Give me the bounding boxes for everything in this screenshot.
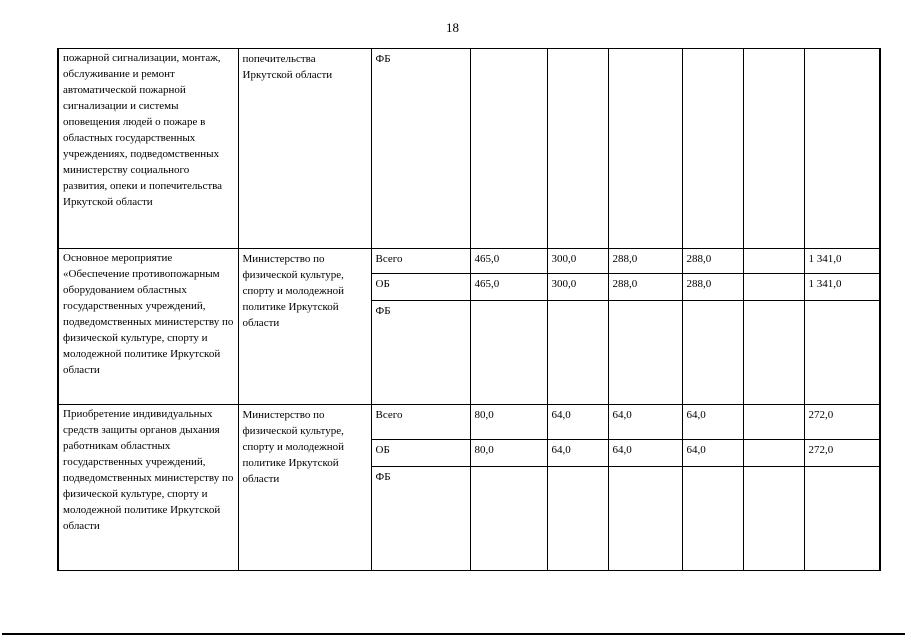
funding-source-cell: ФБ: [371, 49, 470, 249]
value-cell: 64,0: [608, 440, 682, 467]
executor-cell: Министерство по физической культуре, спорту и молодежной политике Иркутской области: [238, 249, 371, 405]
value-cell: [743, 249, 804, 274]
value-cell: 64,0: [682, 440, 743, 467]
funding-source-cell: ФБ: [371, 301, 470, 405]
value-cell: [682, 49, 743, 249]
total-cell: 272,0: [804, 440, 880, 467]
value-cell: 64,0: [608, 405, 682, 440]
funding-source-cell: ОБ: [371, 274, 470, 301]
value-cell: [608, 301, 682, 405]
value-cell: 64,0: [547, 405, 608, 440]
total-cell: [804, 49, 880, 249]
funding-source-cell: ОБ: [371, 440, 470, 467]
activity-cell: Приобретение индивидуальных средств защиты органов дыхания работникам областных государственных учреждений, подведомственных министерству по физической культуре, спорту и молодежной политике Иркутской области: [58, 405, 238, 571]
funding-source-cell: ФБ: [371, 467, 470, 571]
table-row: [58, 49, 880, 249]
value-cell: [470, 49, 547, 249]
value-cell: 64,0: [682, 405, 743, 440]
value-cell: 288,0: [682, 249, 743, 274]
funding-source-cell: Всего: [371, 249, 470, 274]
value-cell: 465,0: [470, 274, 547, 301]
value-cell: [547, 301, 608, 405]
activity-cell: Основное мероприятие «Обеспечение противопожарным оборудованием областных государственных учреждений, подведомственных министерству по физической культуре, спорту и молодежной политике Иркутской области: [58, 249, 238, 405]
activity-cell: пожарной сигнализации, монтаж, обслуживание и ремонт автоматической пожарной сигнализации и системы оповещения людей о пожаре в областных государственных учреждениях, подведомственных министерству социального развития, опеки и попечительства Иркутской области: [58, 49, 238, 249]
total-cell: 272,0: [804, 405, 880, 440]
total-cell: 1 341,0: [804, 249, 880, 274]
executor-cell: попечительства Иркутской области: [238, 49, 371, 249]
funding-table: [57, 48, 881, 571]
table-row: [58, 249, 880, 274]
value-cell: [608, 49, 682, 249]
total-cell: [804, 301, 880, 405]
total-cell: [804, 467, 880, 571]
value-cell: 64,0: [547, 440, 608, 467]
value-cell: [743, 301, 804, 405]
value-cell: [743, 440, 804, 467]
value-cell: [682, 301, 743, 405]
value-cell: [743, 467, 804, 571]
value-cell: 300,0: [547, 249, 608, 274]
value-cell: 288,0: [608, 249, 682, 274]
value-cell: [547, 467, 608, 571]
page-bottom-rule: [2, 633, 905, 635]
executor-cell: Министерство по физической культуре, спорту и молодежной политике Иркутской области: [238, 405, 371, 571]
value-cell: [743, 49, 804, 249]
value-cell: 80,0: [470, 405, 547, 440]
value-cell: 288,0: [682, 274, 743, 301]
funding-source-cell: Всего: [371, 405, 470, 440]
value-cell: [743, 274, 804, 301]
total-cell: 1 341,0: [804, 274, 880, 301]
value-cell: 300,0: [547, 274, 608, 301]
page-number: 18: [446, 20, 459, 35]
value-cell: 80,0: [470, 440, 547, 467]
value-cell: 288,0: [608, 274, 682, 301]
value-cell: [470, 301, 547, 405]
value-cell: [743, 405, 804, 440]
value-cell: [608, 467, 682, 571]
value-cell: [682, 467, 743, 571]
table-row: [58, 405, 880, 440]
value-cell: [470, 467, 547, 571]
value-cell: [547, 49, 608, 249]
value-cell: 465,0: [470, 249, 547, 274]
